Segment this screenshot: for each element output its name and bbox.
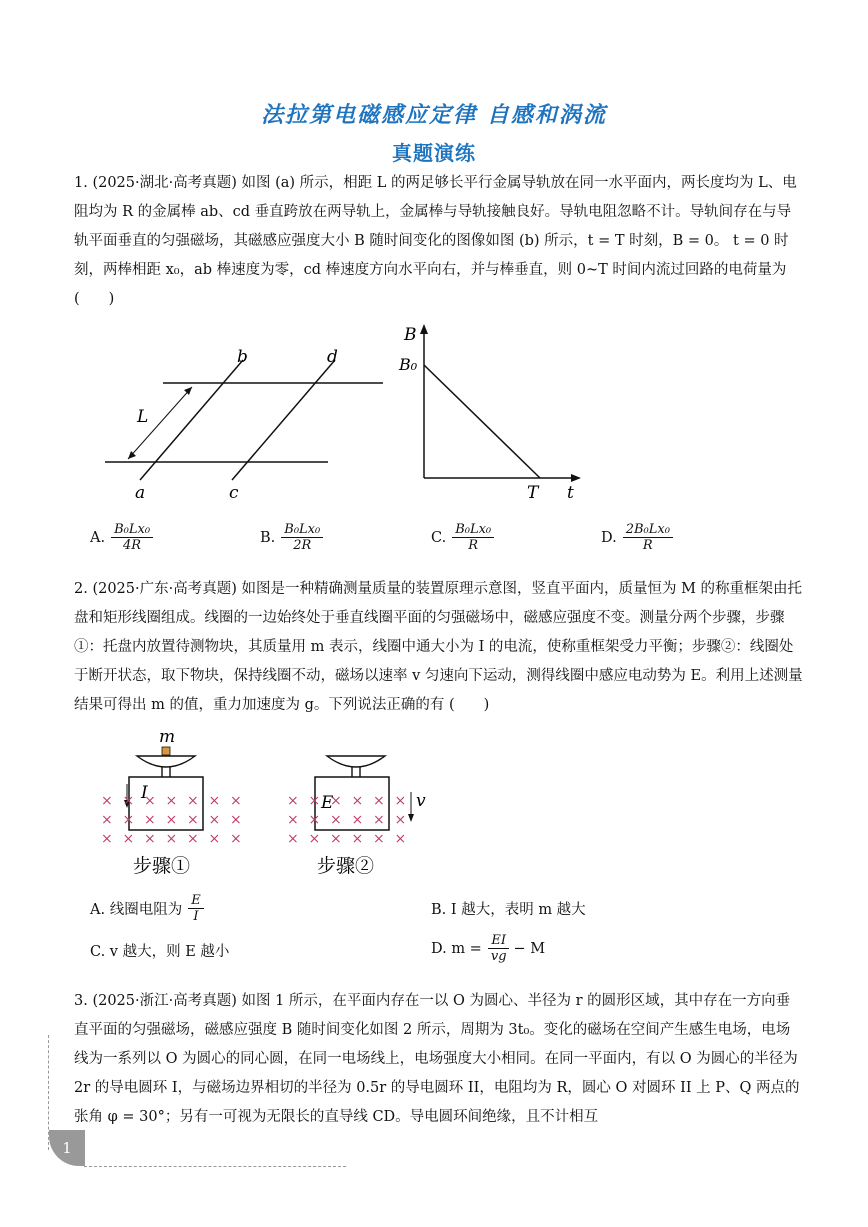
field-cross-mark: × xyxy=(101,812,113,828)
question-1-text: 1. (2025·湖北·高考真题) 如图 (a) 所示，相距 L 的两足够长平行金属导轨放在同一水平面内，两长度均为 L、电阻均为 R 的金属棒 ab、cd 垂直跨放在两导轨上，金属棒与导轨接触良好。导轨电阻忽略不计。导轨间存在与导轨平面垂直的匀强磁场，其磁感应强度大小 B 随时间变化的图像如图 (b) 所示，t = T 时刻，B = 0。 t = 0 时刻，两棒相距 x₀，ab 棒速度为零，cd 棒速度方向水平向右，并与棒垂直，则 0~T 时间内流过回路的电荷量为 ( ) xyxy=(74,175,797,307)
fraction xyxy=(111,522,153,553)
field-cross-mark: × xyxy=(165,812,178,828)
field-cross-mark: × xyxy=(187,831,199,847)
q1-option-d[interactable] xyxy=(601,522,673,553)
q1-option-c[interactable] xyxy=(431,522,494,553)
field-cross-mark: × xyxy=(208,812,221,828)
field-cross-mark: × xyxy=(330,793,342,809)
field-cross-mark: × xyxy=(187,812,199,828)
axis-label-t: t xyxy=(567,483,574,503)
fraction xyxy=(623,522,673,553)
field-cross-mark: × xyxy=(308,812,321,828)
field-cross-mark: × xyxy=(394,831,407,847)
question-1-figure-b xyxy=(395,320,595,510)
denominator: 4R xyxy=(123,538,142,553)
field-cross-mark: × xyxy=(208,831,221,847)
page-number: 1 xyxy=(62,1139,72,1157)
label-c: c xyxy=(229,483,239,503)
page-subtitle: 真题演练 xyxy=(392,141,476,165)
question-2-text: 2. (2025·广东·高考真题) 如图是一种精确测量质量的装置原理示意图，竖直平面内，质量恒为 M 的称重框架由托盘和矩形线圈组成。线圈的一边始终处于垂直线圈平面的匀强磁场中，磁感应强度不变。测量分两个步骤，步骤①：托盘内放置待测物块，其质量用 m 表示，线圈中通大小为 I 的电流，使称重框架受力平衡；步骤②：线圈处于断开状态，取下物块，保持线圈不动，磁场以速率 v 匀速向下运动，测得线圈中感应电动势为 E。利用上述测量结果可得出 m 的值，重力加速度为 g。下列说法正确的有 ( ) xyxy=(74,581,803,713)
numerator: B₀Lx₀ xyxy=(452,522,494,538)
label-B0: B₀ xyxy=(399,355,418,374)
denominator: R xyxy=(468,538,479,553)
option-a-text: A. 线圈电阻为 xyxy=(90,902,183,918)
field-cross-mark: × xyxy=(230,793,242,809)
field-cross-mark: × xyxy=(351,812,364,828)
q2-option-a[interactable] xyxy=(90,893,204,924)
page-number-tab xyxy=(49,1130,85,1166)
fraction xyxy=(452,522,494,553)
step-2-label: 步骤② xyxy=(317,855,375,877)
numerator: B₀Lx₀ xyxy=(111,522,153,538)
label-L: L xyxy=(137,407,149,427)
field-cross-mark: × xyxy=(287,793,299,809)
denominator: 2R xyxy=(293,538,312,553)
numerator: E xyxy=(188,893,204,909)
field-cross-mark: × xyxy=(122,793,135,809)
field-cross-mark: × xyxy=(165,831,178,847)
field-cross-mark: × xyxy=(144,793,156,809)
field-cross-mark: × xyxy=(330,831,342,847)
denominator: R xyxy=(642,538,653,553)
field-cross-mark: × xyxy=(308,793,321,809)
field-cross-mark: × xyxy=(394,812,407,828)
field-cross-mark: × xyxy=(230,831,242,847)
field-cross-mark: × xyxy=(122,812,135,828)
field-cross-mark: × xyxy=(144,812,156,828)
field-cross-mark: × xyxy=(373,812,385,828)
field-cross-mark: × xyxy=(187,793,199,809)
numerator: B₀Lx₀ xyxy=(281,522,323,538)
q2-option-b[interactable] xyxy=(431,898,586,919)
label-T: T xyxy=(527,483,539,503)
question-2-figure xyxy=(95,722,455,882)
field-cross-mark: × xyxy=(287,831,299,847)
field-cross-mark: × xyxy=(373,793,385,809)
option-letter: B. xyxy=(260,529,276,546)
option-letter: C. xyxy=(431,529,447,546)
label-I: I xyxy=(141,783,148,803)
option-d-prefix: D. m = xyxy=(431,940,482,957)
q1-option-b[interactable] xyxy=(260,522,323,553)
question-1-figure-a xyxy=(95,340,395,510)
label-m: m xyxy=(159,727,176,747)
field-cross-mark: × xyxy=(351,793,364,809)
fraction xyxy=(281,522,323,553)
field-cross-mark: × xyxy=(230,812,242,828)
field-cross-mark: × xyxy=(101,793,113,809)
fraction xyxy=(488,933,510,964)
field-cross-mark: × xyxy=(373,831,385,847)
option-letter: A. xyxy=(90,529,106,546)
question-3-text: 3. (2025·浙江·高考真题) 如图 1 所示，在平面内存在一以 O 为圆心、半径为 r 的圆形区域，其中存在一方向垂直平面的匀强磁场，磁感应强度 B 随时间变化如图 2 所示，周期为 3t₀。变化的磁场在空间产生感生电场，电场线为一系列以 O 为圆心的同心圆，在同一电场线上，电场强度大小相同。在同一平面内，有以 O 为圆心的半径为 2r 的导电圆环 I，与磁场边界相切的半径为 0.5r 的导电圆环 II，电阻均为 R，圆心 O 对圆环 II 上 P、Q 两点的张角 φ = 30°；另有一可视为无限长的直导线 CD。导电圆环间绝缘，且不计相互 xyxy=(74,993,800,1125)
denominator: vg xyxy=(490,949,507,964)
q2-option-d[interactable] xyxy=(431,933,545,964)
q1-option-a[interactable] xyxy=(90,522,153,553)
page-title: 法拉第电磁感应定律 自感和涡流 xyxy=(261,102,607,128)
field-cross-mark: × xyxy=(101,831,113,847)
field-cross-mark: × xyxy=(165,793,178,809)
field-cross-mark: × xyxy=(330,812,342,828)
field-cross-mark: × xyxy=(394,793,407,809)
option-c-text: C. v 越大，则 E 越小 xyxy=(90,944,230,960)
field-cross-mark: × xyxy=(208,793,221,809)
option-b-text: B. I 越大，表明 m 越大 xyxy=(431,902,586,918)
field-cross-mark: × xyxy=(351,831,364,847)
label-v: v xyxy=(416,791,426,811)
step-1-label: 步骤① xyxy=(133,855,191,877)
field-cross-mark: × xyxy=(287,812,299,828)
option-letter: D. xyxy=(601,529,617,546)
denominator: I xyxy=(193,909,199,924)
q2-option-c[interactable] xyxy=(90,940,229,961)
label-a: a xyxy=(135,483,146,503)
option-d-suffix: − M xyxy=(513,940,546,957)
label-E: E xyxy=(321,793,334,813)
field-cross-mark: × xyxy=(144,831,156,847)
fraction xyxy=(188,893,204,924)
numerator: EI xyxy=(488,933,509,949)
axis-label-B: B xyxy=(404,325,417,345)
footer-dash-line xyxy=(84,1166,346,1167)
numerator: 2B₀Lx₀ xyxy=(623,522,673,538)
field-cross-mark: × xyxy=(308,831,321,847)
label-d: d xyxy=(327,347,338,367)
field-cross-mark: × xyxy=(122,831,135,847)
label-b: b xyxy=(237,347,248,367)
